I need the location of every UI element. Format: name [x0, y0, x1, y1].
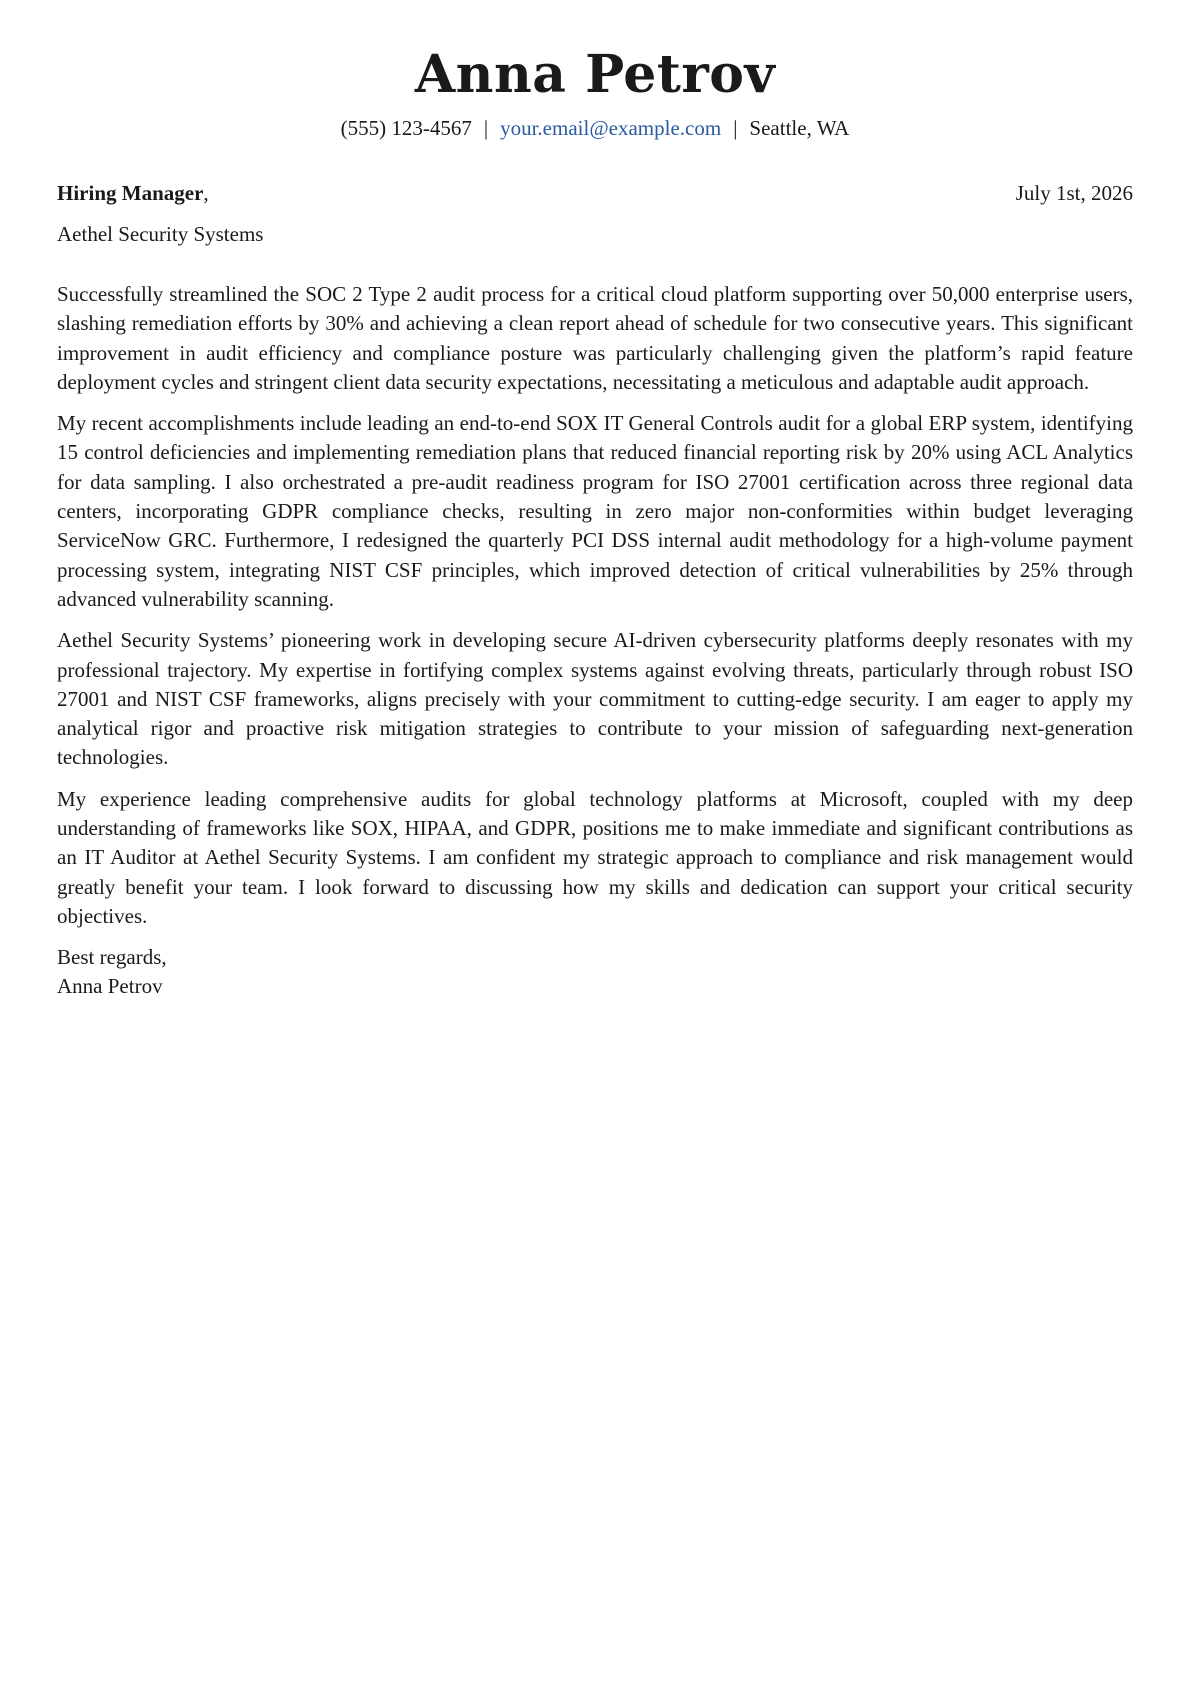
contact-line — [57, 113, 1133, 143]
body-paragraph: My recent accomplishments include leading an end-to-end SOX IT General Controls audit for a global ERP system, identifying 15 control deficiencies and implementing remediation plans that reduced financial reporting risk by 20% using ACL Analytics for data sampling. I also orchestrated a pre-audit readiness program for ISO 27001 certification across three regional data centers, incorporating GDPR compliance checks, resulting in zero major non-conformities within budget leveraging ServiceNow GRC. Furthermore, I redesigned the quarterly PCI DSS internal audit methodology for a high-volume payment processing system, integrating NIST CSF principles, which improved detection of critical vulnerabilities by 25% through advanced vulnerability scanning. — [57, 411, 1133, 611]
contact-separator: | — [483, 116, 489, 140]
recipient-title — [57, 178, 209, 208]
body-paragraph: My experience leading comprehensive audits for global technology platforms at Microsoft, coupled with my deep understanding of frameworks like SOX, HIPAA, and GDPR, positions me to make immediate and significant contributions as an IT Auditor at Aethel Security Systems. I am confident my strategic approach to compliance and risk management would greatly benefit your team. I look forward to discussing how my skills and dedication can support your critical security objectives. — [57, 786, 1133, 928]
phone-number: (555) 123-4567 — [340, 116, 472, 140]
signature-name: Anna Petrov — [57, 974, 163, 999]
location: Seattle, WA — [749, 116, 850, 140]
recipient-company: Aethel Security Systems — [57, 222, 264, 246]
body-paragraph: Successfully streamlined the SOC 2 Type 2 audit process for a critical cloud platform supporting over 50,000 enterprise users, slashing remediation efforts by 30% and achieving a clean report ahead of schedule for two consecutive years. This significant improvement in audit efficiency and compliance posture was particularly challenging given the platform’s rapid feature deployment cycles and stringent client data security expectations, necessitating a meticulous and adaptable audit approach. — [57, 282, 1133, 394]
letter-date: July 1st, 2026 — [1015, 181, 1133, 205]
contact-separator: | — [733, 116, 738, 140]
body-paragraph: Aethel Security Systems’ pioneering work in developing secure AI-driven cybersecurity platforms deeply resonates with my professional trajectory. My expertise in fortifying complex systems against evolving threats, particularly through robust ISO 27001 and NIST CSF frameworks, aligns precisely with your commitment to cutting-edge security. I am eager to apply my analytical rigor and proactive risk mitigation strategies to contribute to your mission of safeguarding next-generation technologies. — [57, 628, 1133, 770]
recipient-title-text: Hiring Manager — [57, 181, 204, 205]
letter-body — [57, 280, 1133, 1001]
email-link[interactable]: your.email@example.com — [500, 116, 722, 140]
applicant-name: Anna Petrov — [414, 44, 776, 105]
closing-salutation: Best regards, — [57, 945, 167, 970]
closing-block — [57, 943, 1133, 1001]
recipient-title-comma: , — [203, 181, 209, 205]
